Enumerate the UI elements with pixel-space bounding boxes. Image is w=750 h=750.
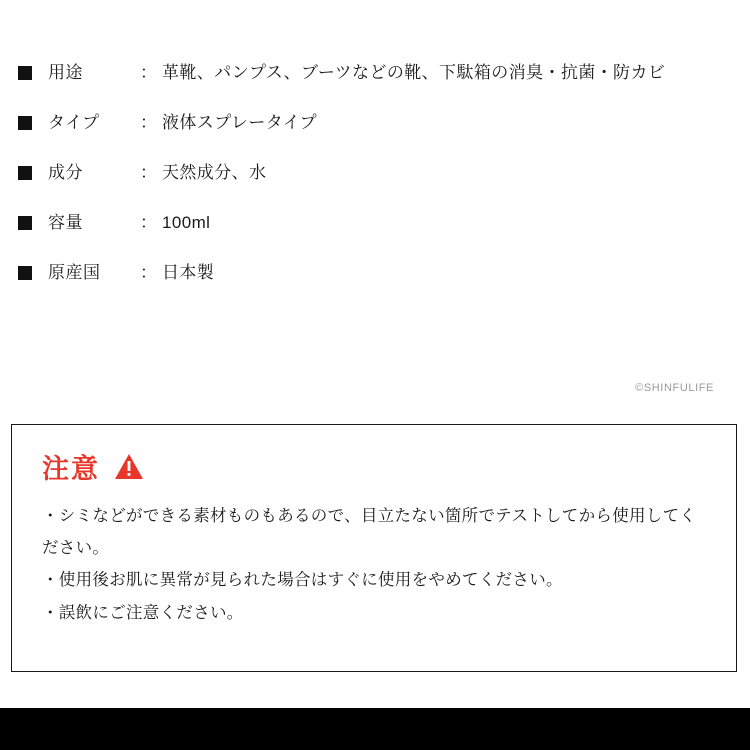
spec-label: 容量 [48,212,83,232]
spec-colon: ： [140,212,157,232]
warning-triangle-icon [114,453,144,480]
bottom-black-bar [0,708,750,750]
caution-box [11,424,737,672]
spec-label: 成分 [48,162,83,182]
caution-item: ・誤飲にご注意ください。 [42,603,244,622]
spec-colon: ： [140,262,157,282]
caution-header [12,425,736,486]
square-bullet-icon [18,66,32,80]
spec-label: タイプ [48,112,100,132]
spec-colon: ： [140,63,157,82]
spec-label: 原産国 [48,262,101,282]
spec-label: 用途 [48,63,83,82]
caution-title: 注意 [42,454,100,484]
square-bullet-icon [18,266,32,280]
spec-value: 100ml [162,212,211,232]
spec-row [0,212,750,235]
spec-row [0,62,750,85]
spec-colon: ： [140,162,157,182]
spec-row [0,162,750,185]
square-bullet-icon [18,216,32,230]
caution-body [12,486,736,629]
spec-row [0,112,750,135]
spec-list [0,62,750,312]
spec-colon: ： [140,112,157,132]
spec-value: 天然成分、水 [162,162,267,182]
square-bullet-icon [18,166,32,180]
square-bullet-icon [18,116,32,130]
spec-value: 日本製 [162,262,215,282]
caution-item: ・使用後お肌に異常が見られた場合はすぐに使用をやめてください。 [42,571,563,590]
spec-value: 液体スプレータイプ [162,112,318,132]
copyright-notice: ©SHINFULIFE [635,382,714,394]
caution-item: ・シミなどができる素材ものもあるので、目立たない箇所でテストしてから使用してください。 [42,507,697,558]
spec-row [0,262,750,285]
spec-value: 革靴、パンプス、ブーツなどの靴、下駄箱の消臭・抗菌・防カビ [162,63,666,82]
